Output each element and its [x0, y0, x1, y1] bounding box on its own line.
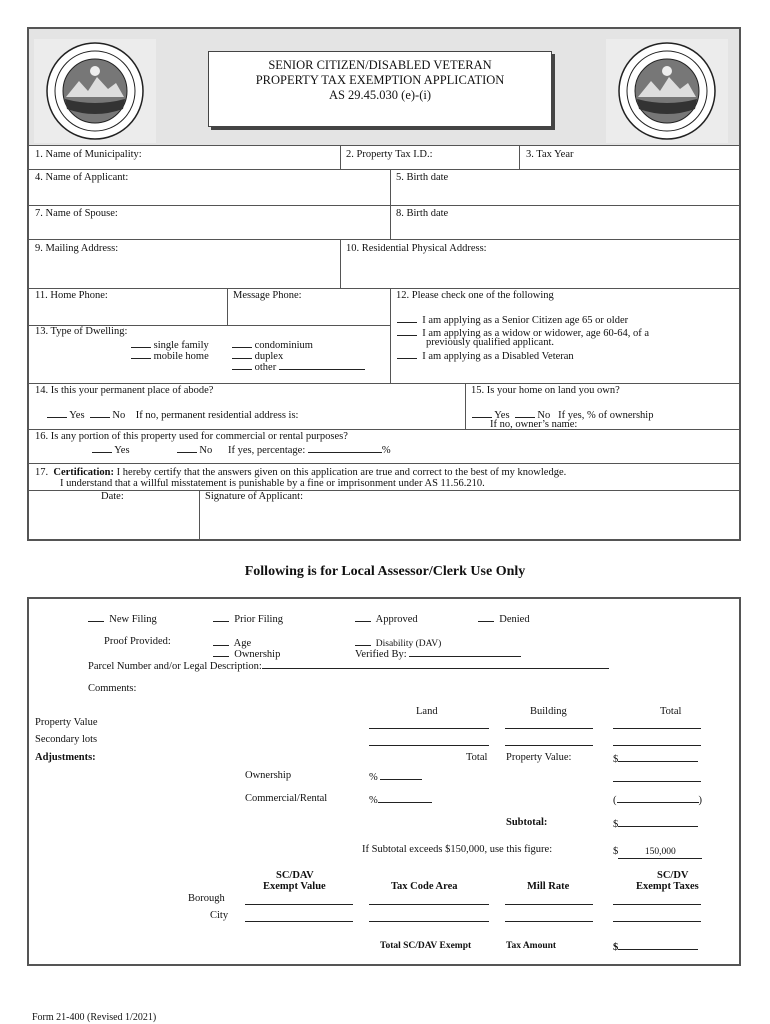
check-one-label: 12. Please check one of the following [396, 290, 554, 301]
cap-value: 150,000 [618, 846, 702, 859]
adjustments-label: Adjustments: [35, 752, 96, 763]
dwelling-single-family-checkbox[interactable] [131, 338, 151, 348]
denied-checkbox[interactable] [478, 612, 494, 622]
certification-text-line2: I understand that a willful misstatement is punishable by a fine or imprisonment under AS 11.56.210. [60, 478, 485, 489]
property-value-building-field[interactable] [505, 719, 593, 729]
land-question: 15. Is your home on land you own? [471, 385, 620, 396]
dwelling-other[interactable]: other [232, 360, 365, 374]
property-tax-id-label: 2. Property Tax I.D.: [346, 149, 433, 160]
dwelling-mobile-home-checkbox[interactable] [131, 349, 151, 359]
commercial-percent-field: % [369, 793, 432, 807]
new-filing[interactable]: New Filing [88, 612, 157, 626]
commercial-no-checkbox[interactable] [177, 443, 197, 453]
abode-answer: Yes No If no, permanent residential address is: [47, 408, 298, 422]
parcel-description: Parcel Number and/or Legal Description: [88, 659, 609, 673]
secondary-lots-land-field[interactable] [369, 736, 489, 746]
proof-provided-label: Proof Provided: [104, 636, 171, 647]
cap-value-field: $ 150,000 [613, 846, 702, 859]
property-value-land-field[interactable] [369, 719, 489, 729]
commercial-answer: Yes No If yes, percentage: % [92, 443, 391, 457]
spouse-name-label: 7. Name of Spouse: [35, 208, 118, 219]
commercial-rental-label: Commercial/Rental [245, 793, 328, 804]
secondary-lots-building-field[interactable] [505, 736, 593, 746]
option-veteran[interactable]: I am applying as a Disabled Veteran [397, 349, 574, 363]
commercial-yes-checkbox[interactable] [92, 443, 112, 453]
city-exempt-value-field[interactable] [245, 912, 353, 922]
proof-ownership[interactable]: Ownership [213, 647, 280, 661]
ownership-percent-field: % [369, 770, 422, 784]
applicant-name-label: 4. Name of Applicant: [35, 172, 129, 183]
state-seal-right [606, 39, 728, 143]
tax-year-label: 3. Tax Year [526, 149, 574, 160]
dwelling-other-checkbox[interactable] [232, 360, 252, 370]
tax-amount-input[interactable] [618, 940, 698, 950]
applicant-birth-date-label: 5. Birth date [396, 172, 449, 183]
subtotal-label: Subtotal: [506, 817, 548, 828]
dwelling-condominium-checkbox[interactable] [232, 338, 252, 348]
city-label: City [210, 910, 229, 921]
dwelling-duplex[interactable]: duplex [232, 349, 283, 363]
secondary-lots-total-field[interactable] [613, 736, 701, 746]
state-seal-left [34, 39, 156, 143]
h-tax-code-area: Tax Code Area [391, 881, 458, 892]
commercial-question: 16. Is any portion of this property used for commercial or rental purposes? [35, 431, 348, 442]
land-owner-name-label: If no, owner’s name: [490, 419, 578, 430]
option-widow-cont: previously qualified applicant. [426, 337, 555, 348]
borough-tax-code-field[interactable] [369, 895, 489, 905]
total-property-value-label: Property Value: [506, 752, 572, 763]
dwelling-other-field[interactable] [279, 360, 365, 370]
subtotal-field: $ [613, 817, 698, 831]
option-widow-checkbox[interactable] [397, 326, 417, 336]
borough-label: Borough [188, 893, 225, 904]
comments-label: Comments: [88, 683, 137, 694]
col-total: Total [660, 706, 682, 717]
date-label: Date: [101, 491, 124, 502]
residential-address-label: 10. Residential Physical Address: [346, 243, 487, 254]
new-filing-checkbox[interactable] [88, 612, 104, 622]
abode-yes-checkbox[interactable] [47, 408, 67, 418]
total-property-value-field: $ [613, 752, 698, 766]
option-widow[interactable]: I am applying as a widow or widower, age 60-64, of a [397, 326, 649, 340]
municipality-label: 1. Name of Municipality: [35, 149, 142, 160]
approved-checkbox[interactable] [355, 612, 371, 622]
total-property-value-input[interactable] [618, 752, 698, 762]
tax-amount-field: $ [613, 940, 698, 954]
ownership-adjustment-label: Ownership [245, 770, 292, 781]
home-phone-label: 11. Home Phone: [35, 290, 108, 301]
city-tax-code-field[interactable] [369, 912, 489, 922]
spouse-birth-date-label: 8. Birth date [396, 208, 449, 219]
form-title-line3: AS 29.45.030 (e)-(i) [328, 88, 432, 102]
h-scdav-line2: Exempt Value [263, 881, 326, 892]
form-title-line2: PROPERTY TAX EXEMPTION APPLICATION [255, 73, 505, 87]
land-no-checkbox[interactable] [515, 408, 535, 418]
denied[interactable]: Denied [478, 612, 530, 626]
verified-by-field[interactable] [409, 647, 521, 657]
commercial-total-field: ( ) [613, 795, 702, 806]
total-label: Total [466, 752, 488, 763]
proof-age-checkbox[interactable] [213, 636, 229, 646]
dwelling-type-label: 13. Type of Dwelling: [35, 326, 128, 337]
city-exempt-taxes-field[interactable] [613, 912, 701, 922]
approved[interactable]: Approved [355, 612, 418, 626]
form-id: Form 21-400 (Revised 1/2021) [32, 1012, 157, 1023]
city-mill-rate-field[interactable] [505, 912, 593, 922]
secondary-lots-label: Secondary lots [35, 734, 98, 745]
form-title-box [208, 51, 552, 127]
property-value-total-field[interactable] [613, 719, 701, 729]
dwelling-mobile-home[interactable]: mobile home [131, 349, 209, 363]
total-scdav-exempt-label: Total SC/DAV Exempt [380, 941, 472, 951]
borough-exempt-value-field[interactable] [245, 895, 353, 905]
col-building: Building [530, 706, 567, 717]
h-scdv-line1: SC/DV [657, 870, 689, 881]
borough-exempt-taxes-field[interactable] [613, 895, 701, 905]
proof-ownership-checkbox[interactable] [213, 647, 229, 657]
proof-disability-checkbox[interactable] [355, 636, 371, 646]
option-senior[interactable]: I am applying as a Senior Citizen age 65 or older [397, 313, 628, 327]
commercial-percentage-field[interactable] [308, 443, 382, 453]
signature-label: Signature of Applicant: [205, 491, 303, 502]
dwelling-single-family[interactable]: single family [131, 338, 209, 352]
tax-amount-label: Tax Amount [506, 941, 557, 951]
verified-by: Verified By: [355, 647, 521, 661]
h-scdv-line2: Exempt Taxes [636, 881, 699, 892]
subtotal-input[interactable] [618, 817, 698, 827]
dwelling-condominium[interactable]: condominium [232, 338, 313, 352]
land-answer: Yes No If yes, % of ownership [472, 408, 653, 422]
abode-no-checkbox[interactable] [90, 408, 110, 418]
proof-disability[interactable]: Disability (DAV) [355, 636, 441, 650]
ownership-total-field[interactable] [613, 772, 701, 782]
property-value-label: Property Value [35, 717, 98, 728]
commercial-percent-input[interactable] [378, 793, 432, 803]
abode-question: 14. Is this your permanent place of abode? [35, 385, 214, 396]
ownership-percent-input[interactable] [380, 770, 422, 780]
prior-filing-checkbox[interactable] [213, 612, 229, 622]
land-yes-checkbox[interactable] [472, 408, 492, 418]
prior-filing[interactable]: Prior Filing [213, 612, 283, 626]
cap-notice: If Subtotal exceeds $150,000, use this figure: [362, 844, 553, 855]
h-scdav-line1: SC/DAV [276, 870, 314, 881]
col-land: Land [416, 706, 438, 717]
commercial-total-input[interactable] [617, 793, 699, 803]
parcel-description-field[interactable] [262, 659, 609, 669]
h-mill-rate: Mill Rate [527, 881, 570, 892]
proof-age[interactable]: Age [213, 636, 251, 650]
form-title-line1: SENIOR CITIZEN/DISABLED VETERAN [268, 58, 492, 72]
assessor-heading: Following is for Local Assessor/Clerk Use Only [244, 564, 526, 579]
mailing-address-label: 9. Mailing Address: [35, 243, 119, 254]
message-phone-label: Message Phone: [233, 290, 302, 301]
certification-text: 17. Certification: I hereby certify that the answers given on this application are true and correct to the best of my knowledge. [35, 467, 567, 478]
dwelling-duplex-checkbox[interactable] [232, 349, 252, 359]
option-senior-checkbox[interactable] [397, 313, 417, 323]
borough-mill-rate-field[interactable] [505, 895, 593, 905]
option-veteran-checkbox[interactable] [397, 349, 417, 359]
